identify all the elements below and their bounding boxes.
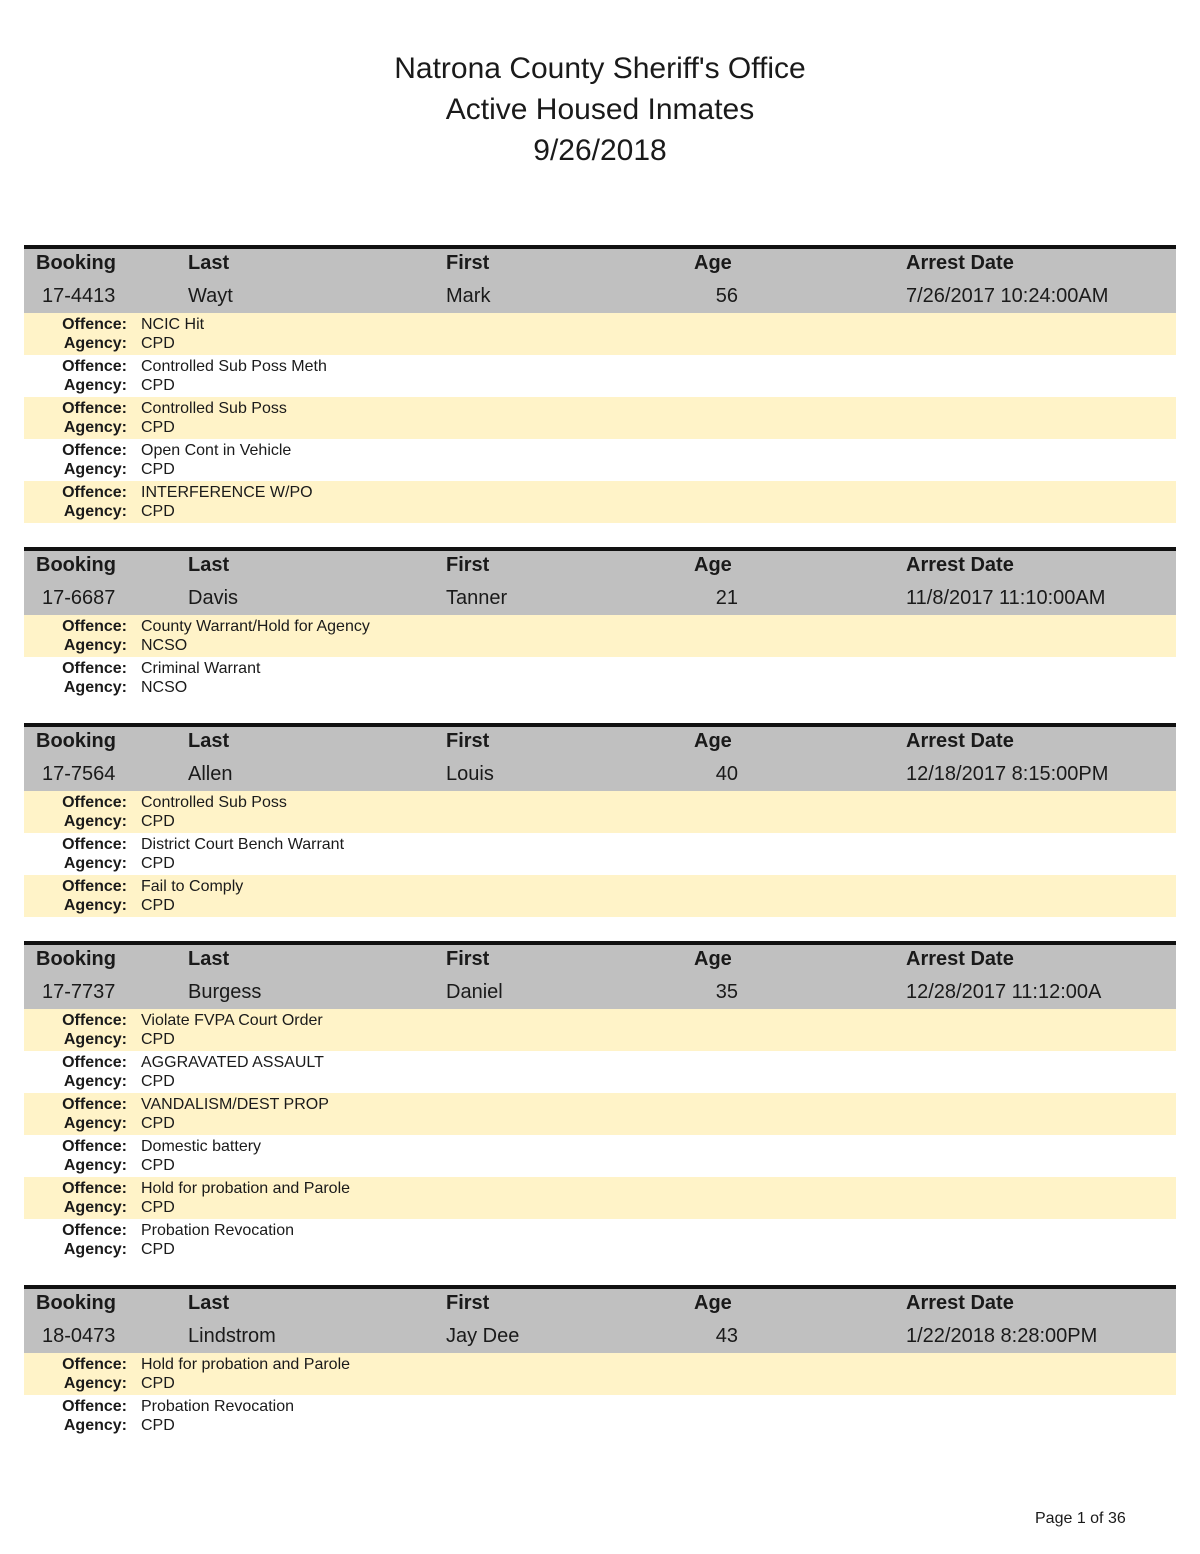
first-value: Jay Dee bbox=[446, 1325, 520, 1347]
column-header-age: Age bbox=[694, 554, 732, 576]
charge-row bbox=[24, 657, 1176, 699]
last-value: Burgess bbox=[188, 981, 262, 1003]
offence-value: VANDALISM/DEST PROP bbox=[141, 1096, 329, 1113]
first-value: Louis bbox=[446, 763, 494, 785]
charge-row bbox=[24, 355, 1176, 397]
column-header-first: First bbox=[446, 252, 490, 274]
column-header-arrest-date: Arrest Date bbox=[906, 252, 1014, 274]
offence-value: Open Cont in Vehicle bbox=[141, 442, 292, 459]
column-header-last: Last bbox=[188, 554, 230, 576]
charge-row bbox=[24, 875, 1176, 917]
age-value: 40 bbox=[715, 763, 738, 785]
column-header-arrest-date: Arrest Date bbox=[906, 1292, 1014, 1314]
offence-label: Offence: bbox=[62, 1096, 127, 1113]
arrest-date-value: 12/28/2017 11:12:00A bbox=[906, 981, 1102, 1003]
column-header-arrest-date: Arrest Date bbox=[906, 554, 1014, 576]
agency-label: Agency: bbox=[63, 637, 127, 654]
column-header-last: Last bbox=[188, 1292, 230, 1314]
report-title: Natrona County Sheriff's Office bbox=[394, 52, 806, 85]
offence-value: Probation Revocation bbox=[141, 1398, 294, 1415]
column-header-age: Age bbox=[694, 730, 732, 752]
arrest-date-value: 12/18/2017 8:15:00PM bbox=[906, 763, 1109, 785]
charge-row bbox=[24, 313, 1176, 355]
offence-value: Hold for probation and Parole bbox=[141, 1356, 351, 1373]
charge-row bbox=[24, 1395, 1176, 1437]
charge-row bbox=[24, 1051, 1176, 1093]
age-value: 21 bbox=[715, 587, 738, 609]
charge-row bbox=[24, 481, 1176, 523]
agency-value: NCSO bbox=[141, 679, 188, 696]
charge-row bbox=[24, 1135, 1176, 1177]
agency-label: Agency: bbox=[63, 1073, 127, 1090]
offence-label: Offence: bbox=[62, 400, 127, 417]
agency-label: Agency: bbox=[63, 897, 127, 914]
booking-value: 17-7564 bbox=[42, 763, 116, 785]
last-value: Lindstrom bbox=[188, 1325, 276, 1347]
inmate-record bbox=[24, 547, 1176, 699]
charge-row bbox=[24, 397, 1176, 439]
column-header-first: First bbox=[446, 1292, 490, 1314]
column-header-booking: Booking bbox=[36, 948, 116, 970]
charge-row bbox=[24, 1177, 1176, 1219]
charge-row bbox=[24, 833, 1176, 875]
agency-label: Agency: bbox=[63, 1031, 127, 1048]
column-header-booking: Booking bbox=[36, 1292, 116, 1314]
agency-label: Agency: bbox=[63, 461, 127, 478]
agency-label: Agency: bbox=[63, 1115, 127, 1132]
booking-value: 17-4413 bbox=[42, 285, 116, 307]
charge-row bbox=[24, 1009, 1176, 1051]
record-header bbox=[24, 723, 1176, 791]
agency-label: Agency: bbox=[63, 1199, 127, 1216]
offence-label: Offence: bbox=[62, 484, 127, 501]
offence-value: INTERFERENCE W/PO bbox=[141, 484, 313, 501]
inmate-record bbox=[24, 723, 1176, 917]
inmate-record bbox=[24, 941, 1176, 1261]
offence-value: AGGRAVATED ASSAULT bbox=[141, 1054, 324, 1071]
offence-value: NCIC Hit bbox=[141, 316, 205, 333]
offence-label: Offence: bbox=[62, 1356, 127, 1373]
record-header bbox=[24, 941, 1176, 1009]
offence-value: Hold for probation and Parole bbox=[141, 1180, 351, 1197]
agency-label: Agency: bbox=[63, 813, 127, 830]
agency-value: CPD bbox=[141, 1115, 175, 1132]
age-value: 56 bbox=[715, 285, 738, 307]
offence-label: Offence: bbox=[62, 442, 127, 459]
column-header-first: First bbox=[446, 948, 490, 970]
inmate-records bbox=[24, 245, 1176, 1461]
agency-label: Agency: bbox=[63, 1157, 127, 1174]
column-header-arrest-date: Arrest Date bbox=[906, 948, 1014, 970]
offence-value: Controlled Sub Poss Meth bbox=[141, 358, 327, 375]
charge-row bbox=[24, 791, 1176, 833]
offence-label: Offence: bbox=[62, 836, 127, 853]
offence-value: Violate FVPA Court Order bbox=[141, 1012, 323, 1029]
agency-value: NCSO bbox=[141, 637, 188, 654]
offence-value: Controlled Sub Poss bbox=[141, 794, 287, 811]
agency-value: CPD bbox=[141, 1241, 175, 1258]
column-header-arrest-date: Arrest Date bbox=[906, 730, 1014, 752]
offence-label: Offence: bbox=[62, 1138, 127, 1155]
report-title-block bbox=[0, 48, 1200, 171]
charge-row bbox=[24, 1219, 1176, 1261]
agency-label: Agency: bbox=[63, 335, 127, 352]
offence-value: County Warrant/Hold for Agency bbox=[141, 618, 370, 635]
agency-value: CPD bbox=[141, 1199, 175, 1216]
age-value: 43 bbox=[715, 1325, 738, 1347]
offence-label: Offence: bbox=[62, 316, 127, 333]
record-header bbox=[24, 1285, 1176, 1353]
last-value: Allen bbox=[188, 763, 233, 785]
offence-value: Controlled Sub Poss bbox=[141, 400, 287, 417]
record-header bbox=[24, 245, 1176, 313]
agency-value: CPD bbox=[141, 813, 175, 830]
offence-label: Offence: bbox=[62, 878, 127, 895]
offence-label: Offence: bbox=[62, 1398, 127, 1415]
agency-value: CPD bbox=[141, 1417, 175, 1434]
agency-label: Agency: bbox=[63, 1241, 127, 1258]
booking-value: 17-6687 bbox=[42, 587, 116, 609]
offence-label: Offence: bbox=[62, 1180, 127, 1197]
charge-row bbox=[24, 439, 1176, 481]
offence-label: Offence: bbox=[62, 1222, 127, 1239]
column-header-first: First bbox=[446, 554, 490, 576]
column-header-booking: Booking bbox=[36, 252, 116, 274]
agency-value: CPD bbox=[141, 1073, 175, 1090]
last-value: Wayt bbox=[188, 285, 233, 307]
arrest-date-value: 11/8/2017 11:10:00AM bbox=[906, 587, 1106, 609]
agency-label: Agency: bbox=[63, 419, 127, 436]
agency-value: CPD bbox=[141, 503, 175, 520]
offence-value: Domestic battery bbox=[141, 1138, 262, 1155]
column-header-booking: Booking bbox=[36, 730, 116, 752]
column-header-booking: Booking bbox=[36, 554, 116, 576]
offence-label: Offence: bbox=[62, 660, 127, 677]
charge-row bbox=[24, 615, 1176, 657]
offence-label: Offence: bbox=[62, 618, 127, 635]
agency-value: CPD bbox=[141, 1031, 175, 1048]
inmate-record bbox=[24, 1285, 1176, 1437]
agency-label: Agency: bbox=[63, 503, 127, 520]
agency-value: CPD bbox=[141, 1157, 175, 1174]
column-header-last: Last bbox=[188, 730, 230, 752]
charge-row bbox=[24, 1093, 1176, 1135]
inmate-record bbox=[24, 245, 1176, 523]
charge-row bbox=[24, 1353, 1176, 1395]
first-value: Daniel bbox=[446, 981, 503, 1003]
record-header bbox=[24, 547, 1176, 615]
age-value: 35 bbox=[715, 981, 738, 1003]
column-header-last: Last bbox=[188, 948, 230, 970]
agency-value: CPD bbox=[141, 419, 175, 436]
agency-value: CPD bbox=[141, 1375, 175, 1392]
first-value: Tanner bbox=[446, 587, 508, 609]
agency-value: CPD bbox=[141, 335, 175, 352]
offence-label: Offence: bbox=[62, 1012, 127, 1029]
offence-value: Fail to Comply bbox=[141, 878, 244, 895]
column-header-last: Last bbox=[188, 252, 230, 274]
offence-label: Offence: bbox=[62, 1054, 127, 1071]
agency-label: Agency: bbox=[63, 1375, 127, 1392]
column-header-age: Age bbox=[694, 948, 732, 970]
offence-label: Offence: bbox=[62, 358, 127, 375]
report-subtitle: Active Housed Inmates bbox=[445, 93, 755, 126]
column-header-first: First bbox=[446, 730, 490, 752]
offence-value: Probation Revocation bbox=[141, 1222, 294, 1239]
agency-label: Agency: bbox=[63, 1417, 127, 1434]
booking-value: 18-0473 bbox=[42, 1325, 116, 1347]
report-date: 9/26/2018 bbox=[533, 134, 667, 167]
agency-value: CPD bbox=[141, 855, 175, 872]
agency-value: CPD bbox=[141, 461, 175, 478]
agency-label: Agency: bbox=[63, 377, 127, 394]
agency-value: CPD bbox=[141, 377, 175, 394]
offence-value: District Court Bench Warrant bbox=[141, 836, 345, 853]
agency-label: Agency: bbox=[63, 679, 127, 696]
column-header-age: Age bbox=[694, 252, 732, 274]
first-value: Mark bbox=[446, 285, 491, 307]
arrest-date-value: 7/26/2017 10:24:00AM bbox=[906, 285, 1109, 307]
arrest-date-value: 1/22/2018 8:28:00PM bbox=[906, 1325, 1098, 1347]
booking-value: 17-7737 bbox=[42, 981, 116, 1003]
offence-label: Offence: bbox=[62, 794, 127, 811]
column-header-age: Age bbox=[694, 1292, 732, 1314]
page-number: Page 1 of 36 bbox=[1035, 1510, 1126, 1527]
offence-value: Criminal Warrant bbox=[141, 660, 261, 677]
agency-value: CPD bbox=[141, 897, 175, 914]
agency-label: Agency: bbox=[63, 855, 127, 872]
last-value: Davis bbox=[188, 587, 239, 609]
